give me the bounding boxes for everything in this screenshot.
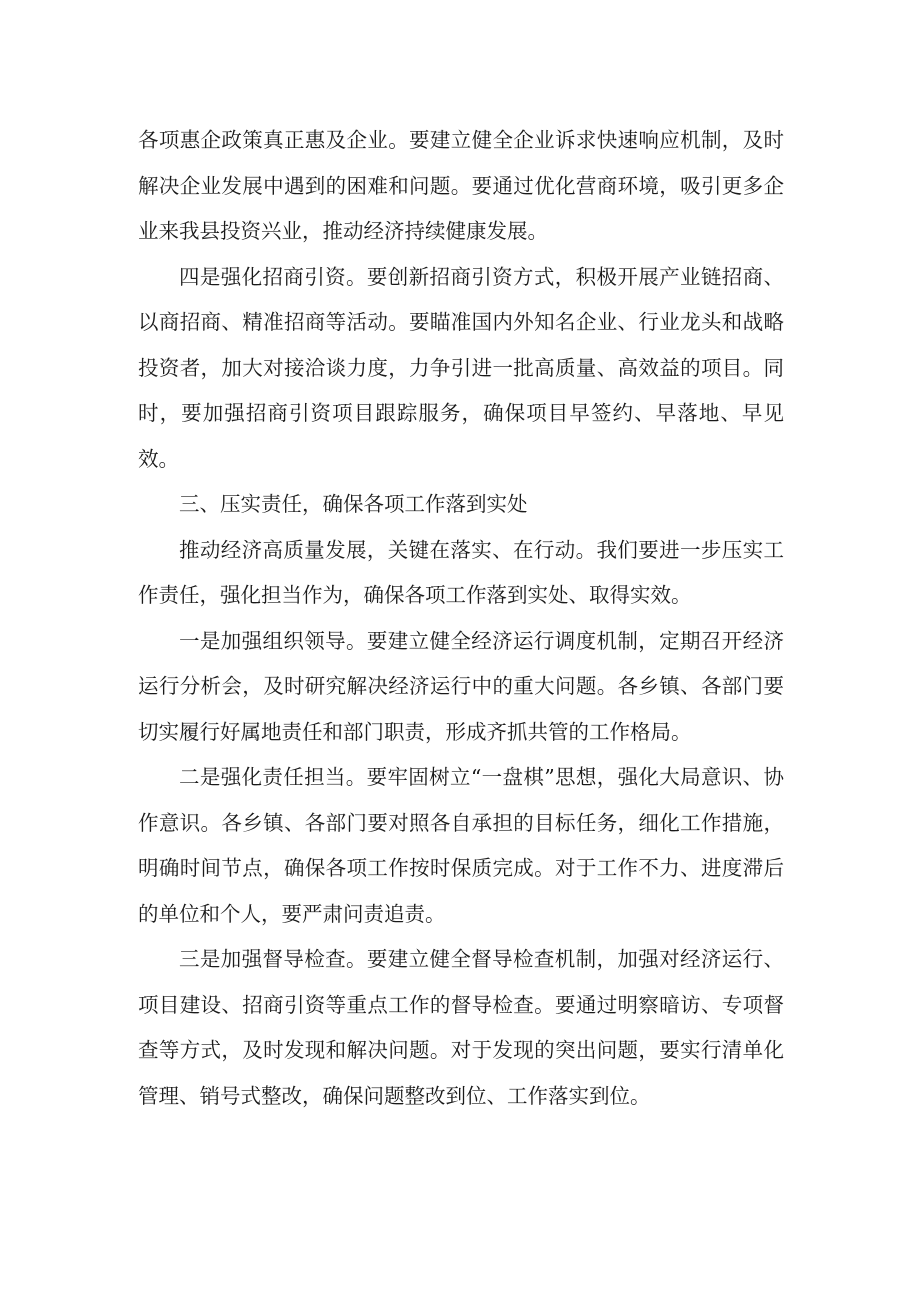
- section-heading: 三、压实责任，确保各项工作落到实处: [179, 492, 528, 516]
- body-paragraph-5: 一是加强组织领导。要建立健全经济运行调度机制，定期召开经济运行分析会，及时研究解决经济运行中的重大问题。各乡镇、各部门要切实履行好属地责任和部门职责，形成齐抓共管的工作格局。: [138, 628, 784, 744]
- body-paragraph-2: 四是强化招商引资。要创新招商引资方式，积极开展产业链招商、以商招商、精准招商等活动。要瞄准国内外知名企业、行业龙头和战略投资者，加大对接洽谈力度，力争引进一批高质量、高效益的项目。同时，要加强招商引资项目跟踪服务，确保项目早签约、早落地、早见效。: [138, 264, 784, 471]
- body-paragraph-7: 三是加强督导检查。要建立健全督导检查机制，加强对经济运行、项目建设、招商引资等重点工作的督导检查。要通过明察暗访、专项督查等方式，及时发现和解决问题。对于发现的突出问题，要实行清单化管理、销号式整改，确保问题整改到位、工作落实到位。: [138, 947, 784, 1108]
- body-paragraph-6: 二是强化责任担当。要牢固树立“一盘棋”思想，强化大局意识、协作意识。各乡镇、各部门要对照各自承担的目标任务，细化工作措施，明确时间节点，确保各项工作按时保质完成。对于工作不力、进度滞后的单位和个人，要严肃问责追责。: [138, 765, 784, 926]
- body-paragraph-1: 各项惠企政策真正惠及企业。要建立健全企业诉求快速响应机制，及时解决企业发展中遇到的困难和问题。要通过优化营商环境，吸引更多企业来我县投资兴业，推动经济持续健康发展。: [138, 128, 784, 243]
- document-body: [138, 118, 784, 1119]
- body-paragraph-4: 推动经济高质量发展，关键在落实、在行动。我们要进一步压实工作责任，强化担当作为，确保各项工作落到实处、取得实效。: [138, 537, 784, 607]
